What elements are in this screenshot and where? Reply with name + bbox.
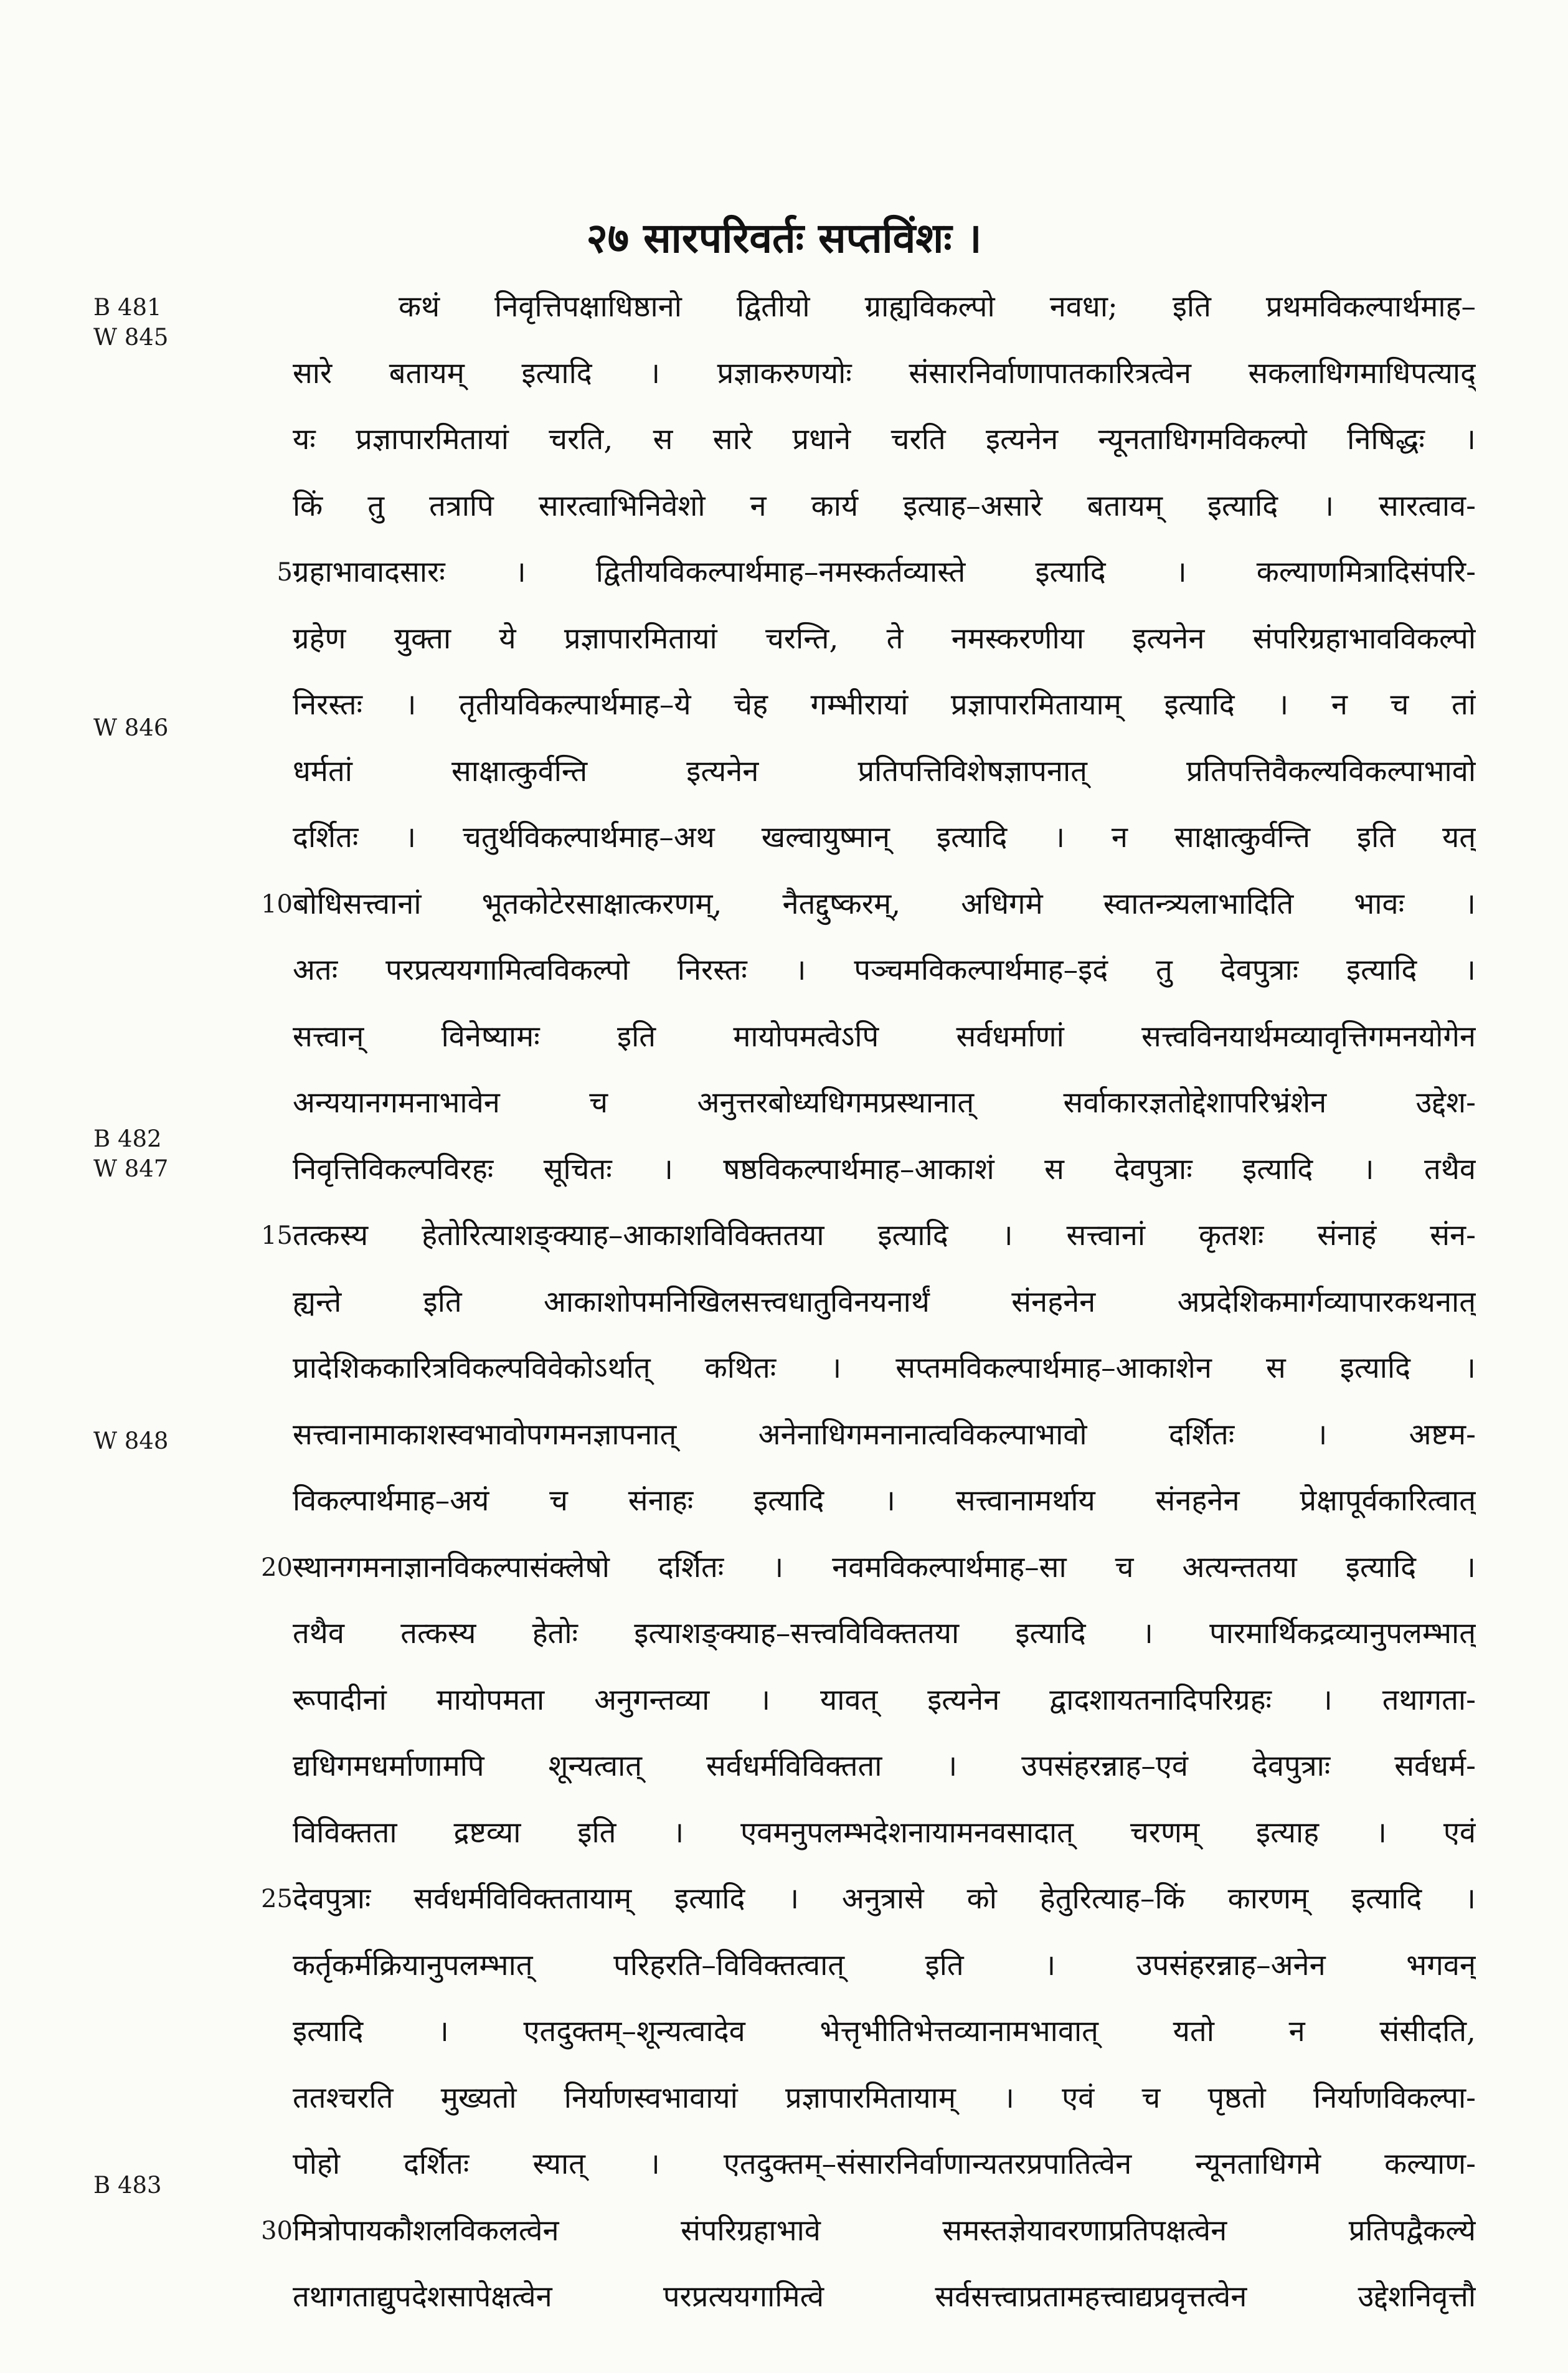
- text-line: दर्शितः । चतुर्थविकल्पार्थमाह–अथ खल्वायुष्मान् इत्यादि । न साक्षात्कुर्वन्ति इति यत्: [293, 820, 1476, 855]
- text-line: अन्ययानगमनाभावेन च अनुत्तरबोध्यधिगमप्रस्थानात् सर्वाकारज्ञतोद्देशापरिभ्रंशेन उद्देश-: [293, 1086, 1476, 1120]
- line-number: 10: [261, 890, 293, 919]
- text-line: पोहो दर्शितः स्यात् । एतदुक्तम्–संसारनिर्वाणान्यतरप्रपातित्वेन न्यूनताधिगमे कल्याण-: [293, 2147, 1476, 2181]
- text-line: निवृत्तिविकल्पविरहः सूचितः । षष्ठविकल्पार्थमाह–आकाशं स देवपुत्राः इत्यादि । तथैव: [293, 1152, 1476, 1186]
- line-number: 15: [261, 1221, 293, 1250]
- text-line: इत्यादि । एतदुक्तम्–शून्यत्वादेव भेत्तृभीतिभेत्तव्यानामभावात् यतो न संसीदति,: [293, 2014, 1476, 2049]
- margin-reference: B 481 W 845: [93, 294, 169, 351]
- text-line: प्रादेशिककारित्रविकल्पविवेकोऽर्थात् कथितः । सप्तमविकल्पार्थमाह–आकाशेन स इत्यादि ।: [293, 1351, 1476, 1385]
- margin-reference: B 482 W 847: [93, 1125, 169, 1182]
- text-line: धर्मतां साक्षात्कुर्वन्ति इत्यनेन प्रतिपत्तिविशेषज्ञापनात् प्रतिपत्तिवैकल्यविकल्पाभावो: [293, 754, 1476, 789]
- text-line: द्यधिगमधर्माणामपि शून्यत्वात् सर्वधर्मविविक्तता । उपसंहरन्नाह–एवं देवपुत्राः सर्वधर्म-: [293, 1749, 1476, 1783]
- text-line: विविक्तता द्रष्टव्या इति । एवमनुपलम्भदेशनायामनवसादात् चरणम् इत्याह । एवं: [293, 1815, 1476, 1850]
- text-line: सत्त्वानामाकाशस्वभावोपगमनज्ञापनात् अनेनाधिगमनानात्वविकल्पाभावो दर्शितः । अष्टम-: [293, 1417, 1476, 1452]
- line-number: 5: [276, 558, 293, 587]
- text-line: किं तु तत्रापि सारत्वाभिनिवेशो न कार्य इत्याह–असारे बतायम् इत्यादि । सारत्वाव-: [293, 488, 1476, 523]
- margin-reference: W 848: [93, 1428, 169, 1454]
- text-line: कर्तृकर्मक्रियानुपलम्भात् परिहरति–विविक्तत्वात् इति । उपसंहरन्नाह–अनेन भगवन्: [293, 1948, 1476, 1982]
- text-line: सारे बतायम् इत्यादि । प्रज्ञाकरुणयोः संसारनिर्वाणापातकारित्रत्वेन सकलाधिगमाधिपत्याद्: [293, 356, 1476, 391]
- text-line: तत्कस्य हेतोरित्याशङ्क्याह–आकाशविविक्ततया इत्यादि । सत्त्वानां कृतशः संनाहं संन-: [293, 1218, 1476, 1253]
- text-line: यः प्रज्ञापारमितायां चरति, स सारे प्रधाने चरति इत्यनेन न्यूनताधिगमविकल्पो निषिद्धः ।: [293, 422, 1476, 457]
- text-line: मित्रोपायकौशलविकलत्वेन संपरिग्रहाभावे समस्तज्ञेयावरणाप्रतिपक्षत्वेन प्रतिपद्वैकल्ये: [293, 2213, 1476, 2248]
- text-line: बोधिसत्त्वानां भूतकोटेरसाक्षात्करणम्, नैतद्दुष्करम्, अधिगमे स्वातन्त्र्यलाभादिति भावः ।: [293, 886, 1476, 921]
- text-line: विकल्पार्थमाह–अयं च संनाहः इत्यादि । सत्त्वानामर्थाय संनहनेन प्रेक्षापूर्वकारित्वात्: [293, 1484, 1476, 1518]
- text-line: स्थानगमनाज्ञानविकल्पासंक्लेषो दर्शितः । नवमविकल्पार्थमाह–सा च अत्यन्ततया इत्यादि ।: [293, 1550, 1476, 1584]
- line-number: 25: [261, 1885, 293, 1913]
- text-line: देवपुत्राः सर्वधर्मविविक्ततायाम् इत्यादि । अनुत्रासे को हेतुरित्याह–किं कारणम् इत्यादि ।: [293, 1882, 1476, 1916]
- line-number: 30: [261, 2217, 293, 2245]
- text-line: तथागताद्युपदेशसापेक्षत्वेन परप्रत्ययगामित्वे सर्वसत्त्वाप्रतामहत्त्वाद्यप्रवृत्तत्वेन उद्देशनिवृत्तौ: [293, 2280, 1476, 2314]
- line-number: 20: [261, 1553, 293, 1582]
- text-line: तथैव तत्कस्य हेतोः इत्याशङ्क्याह–सत्त्वविविक्ततया इत्यादि । पारमार्थिकद्रव्यानुपलम्भात्: [293, 1616, 1476, 1651]
- text-line: अतः परप्रत्ययगामित्वविकल्पो निरस्तः । पञ्चमविकल्पार्थमाह–इदं तु देवपुत्राः इत्यादि ।: [293, 953, 1476, 987]
- text-line: कथं निवृत्तिपक्षाधिष्ठानो द्वितीयो ग्राह्यविकल्पो नवधा; इति प्रथमविकल्पार्थमाह–: [399, 290, 1476, 324]
- text-line: निरस्तः । तृतीयविकल्पार्थमाह–ये चेह गम्भीरायां प्रज्ञापारमितायाम् इत्यादि । न च तां: [293, 688, 1476, 722]
- text-line: ह्यन्ते इति आकाशोपमनिखिलसत्त्वधातुविनयनार्थं संनहनेन अप्रदेशिकमार्गव्यापारकथनात्: [293, 1284, 1476, 1319]
- text-line: ततश्चरति मुख्यतो निर्याणस्वभावायां प्रज्ञापारमितायाम् । एवं च पृष्ठतो निर्याणविकल्पा-: [293, 2080, 1476, 2115]
- chapter-heading: २७ सारपरिवर्तः सप्तविंशः ।: [586, 214, 982, 262]
- margin-reference: W 846: [93, 714, 169, 741]
- body-text: [293, 274, 1476, 2331]
- margin-reference: B 483: [93, 2172, 162, 2199]
- text-line: सत्त्वान् विनेष्यामः इति मायोपमत्वेऽपि सर्वधर्माणां सत्त्वविनयार्थमव्यावृत्तिगमनयोगेन: [293, 1019, 1476, 1054]
- text-line: ग्रहाभावादसारः । द्वितीयविकल्पार्थमाह–नमस्कर्तव्यास्ते इत्यादि । कल्याणमित्रादिसंपरि-: [293, 555, 1476, 589]
- text-line: रूपादीनां मायोपमता अनुगन्तव्या । यावत् इत्यनेन द्वादशायतनादिपरिग्रहः । तथागता-: [293, 1682, 1476, 1717]
- text-line: ग्रहेण युक्ता ये प्रज्ञापारमितायां चरन्ति, ते नमस्करणीया इत्यनेन संपरिग्रहाभावविकल्पो: [293, 621, 1476, 656]
